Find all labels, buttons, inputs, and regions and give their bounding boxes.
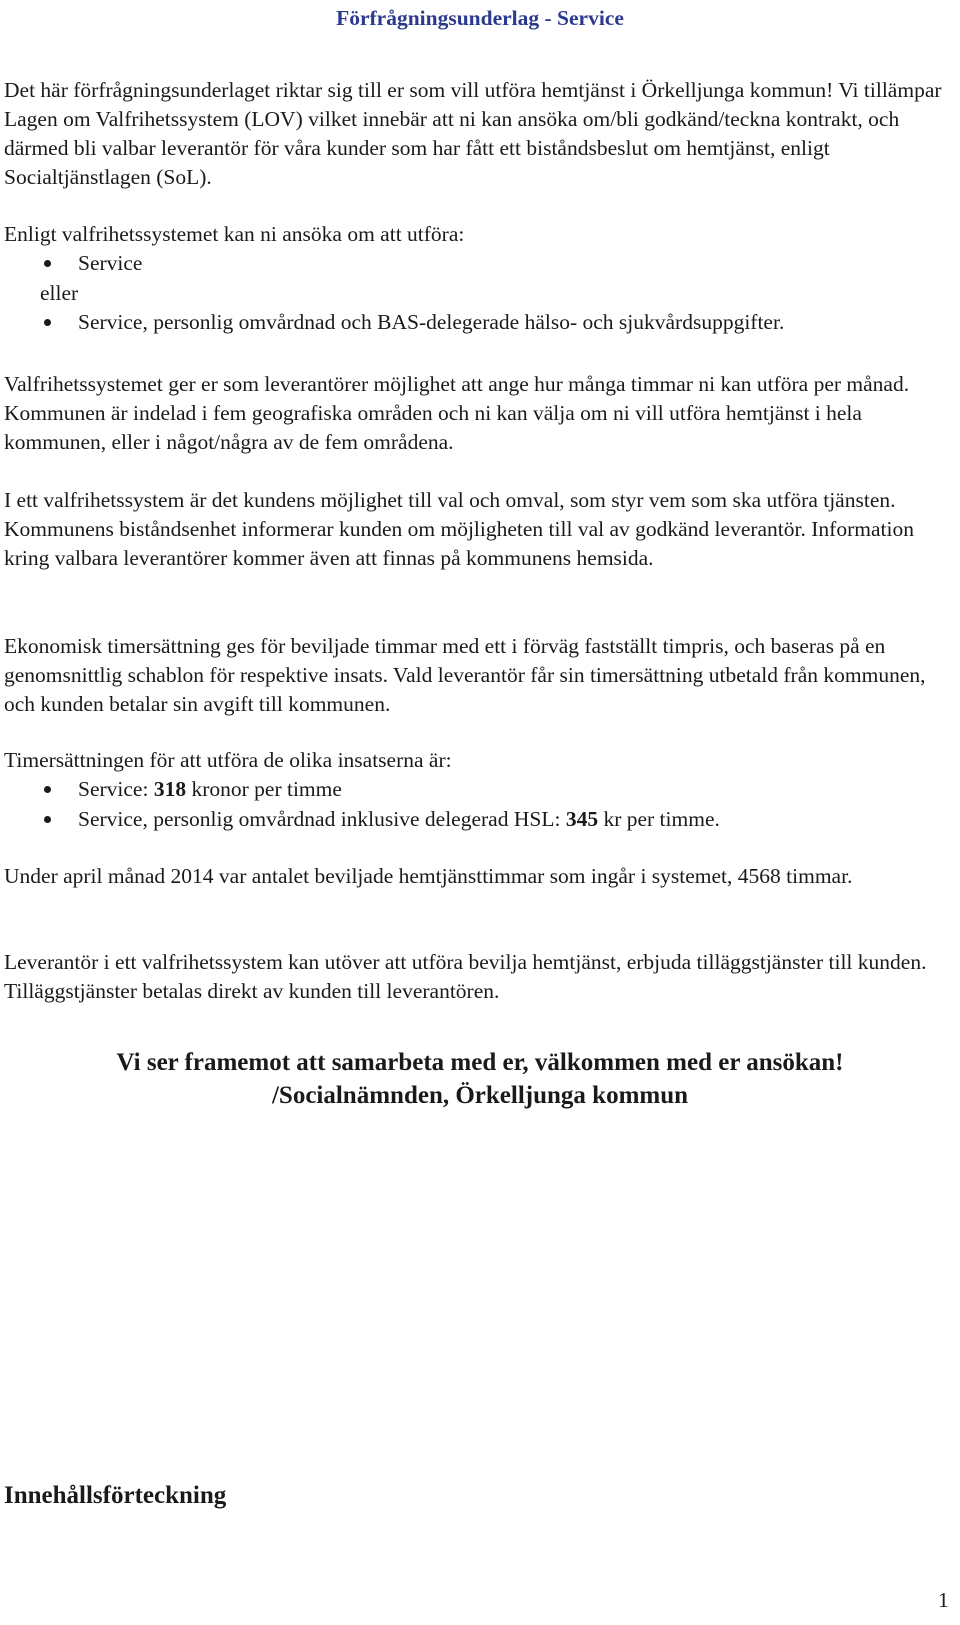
rate-unit: kr per timme. [598, 807, 720, 831]
list-item [4, 775, 954, 805]
rate-amount: 345 [565, 807, 599, 831]
additional-services-paragraph: Leverantör i ett valfrihetssystem kan utöver att utföra bevilja hemtjänst, erbjuda tilläggstjänster till kunden. Tilläggstjänster betalas direkt av kunden till leverantören. [4, 950, 927, 1003]
or-separator: eller [40, 281, 79, 305]
closing-statement [0, 1046, 960, 1112]
rates-lead: Timersättningen för att utföra de olika insatserna är: [4, 748, 452, 772]
service-options-lead: Enligt valfrihetssystemet kan ni ansöka om att utföra: [4, 222, 465, 246]
list-item [4, 249, 954, 279]
service-options-section [4, 220, 954, 338]
bullet-icon [44, 786, 51, 793]
customer-choice-paragraph: I ett valfrihetssystem är det kundens möjlighet till val och omval, som styr vem som ska utföra tjänsten. Kommunens biståndsenhet informerar kunden om möjligheten till val av godkänd leverantör. Information kring valbara leverantörer kommer även att finnas på kommunens hemsida. [4, 488, 914, 570]
rate-item-care [78, 805, 720, 834]
rate-item-service [78, 775, 342, 804]
bullet-icon [44, 816, 51, 823]
closing-line-1: Vi ser framemot att samarbeta med er, välkommen med er ansökan! [116, 1049, 844, 1076]
rate-label: Service, personlig omvårdnad inklusive delegerad HSL: [78, 807, 566, 831]
document-title: Förfrågningsunderlag - Service [336, 6, 624, 30]
service-option-2: Service, personlig omvårdnad och BAS-delegerade hälso- och sjukvårdsuppgifter. [78, 310, 785, 334]
rate-amount: 318 [153, 777, 187, 801]
hours-paragraph: Under april månad 2014 var antalet beviljade hemtjänsttimmar som ingår i systemet, 4568 timmar. [4, 864, 853, 888]
list-item [4, 308, 954, 338]
rate-label: Service: [78, 777, 154, 801]
service-option-1: Service [78, 251, 143, 275]
rate-unit: kronor per timme [186, 777, 342, 801]
intro-paragraph: Det här förfrågningsunderlaget riktar sig till er som vill utföra hemtjänst i Örkelljunga kommun! Vi tillämpar Lagen om Valfrihetssystem (LOV) vilket innebär att ni kan ansöka om/bli godkänd/teckna kontrakt, och därmed bli valbar leverantör för våra kunder som har fått ett biståndsbeslut om hemtjänst, enligt Socialtjänstlagen (SoL). [4, 78, 942, 189]
list-item [4, 805, 954, 835]
compensation-paragraph: Ekonomisk timersättning ges för beviljade timmar med ett i förväg fastställt timpris, och baseras på en genomsnittlig schablon för respektive insats. Vald leverantör får sin timersättning utbetald från kommunen, och kunden betalar sin avgift till kommunen. [4, 634, 926, 716]
bullet-icon [44, 319, 51, 326]
page-number: 1 [938, 1588, 949, 1612]
toc-heading: Innehållsförteckning [4, 1482, 227, 1509]
rates-section [4, 746, 954, 835]
closing-signature: /Socialnämnden, Örkelljunga kommun [271, 1082, 689, 1109]
areas-paragraph: Valfrihetssystemet ger er som leverantörer möjlighet att ange hur många timmar ni kan utföra per månad. Kommunen är indelad i fem geografiska områden och ni kan välja om ni vill utföra hemtjänst i hela kommunen, eller i något/några av de fem områdena. [4, 372, 910, 454]
bullet-icon [44, 260, 51, 267]
